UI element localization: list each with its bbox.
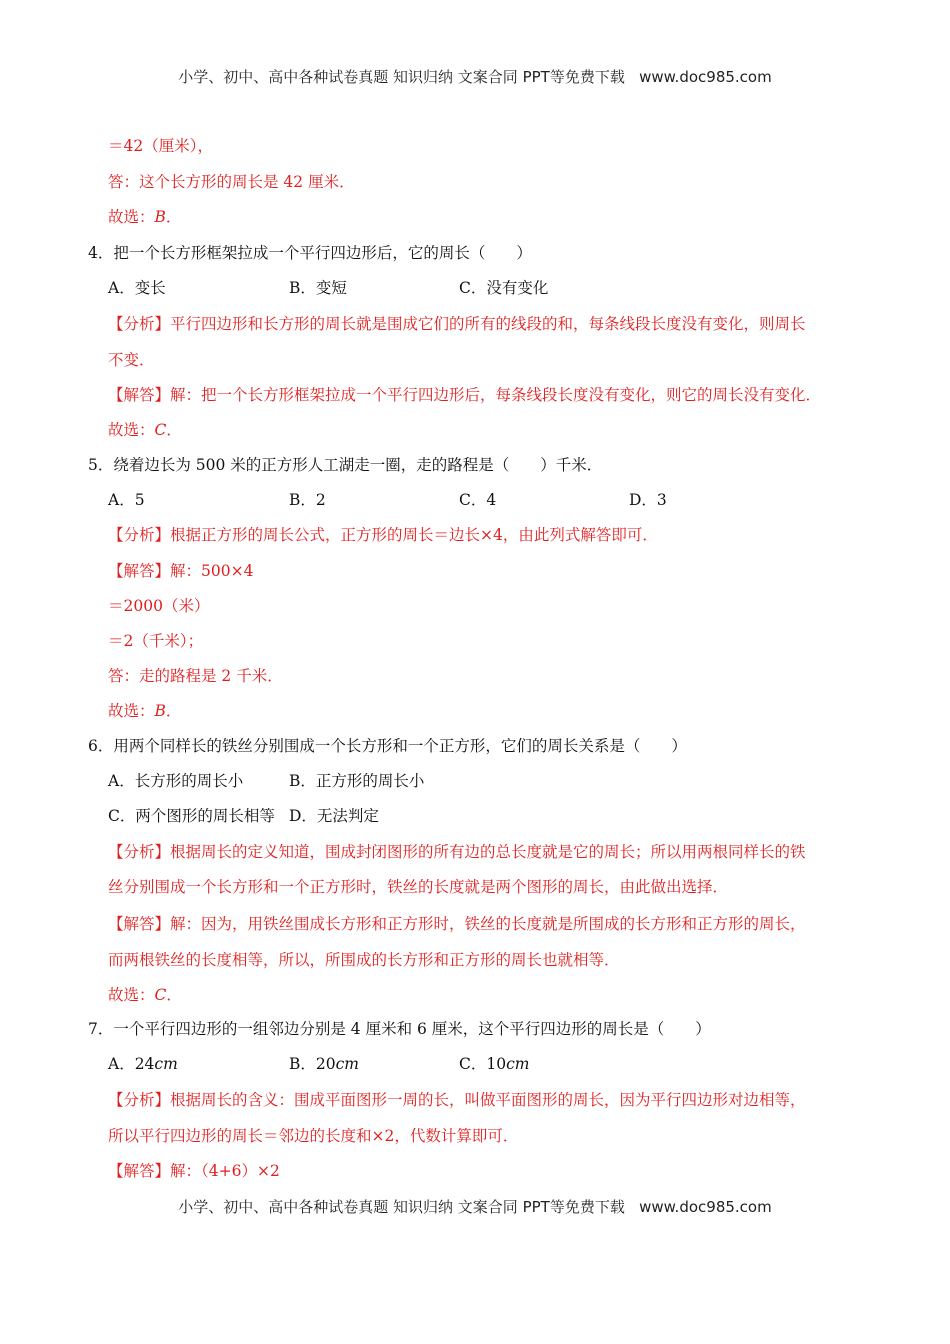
answer-text: 解：把一个长方形框架拉成一个平行四边形后，每条线段长度没有变化，则它的周长没有变化．	[170, 386, 822, 404]
choice-letter: C	[154, 986, 167, 1004]
q4-analysis	[108, 314, 806, 334]
q5-choice	[108, 701, 181, 721]
q5-answer	[108, 561, 253, 581]
answer-text: 解：（4+6）×2	[170, 1162, 280, 1180]
q4-option-c: C．没有变化	[459, 279, 549, 297]
choice-end: ．	[166, 986, 182, 1004]
q5-conclusion: 答：走的路程是 2 千米．	[108, 667, 283, 685]
q6-analysis	[108, 842, 806, 862]
page-header: 小学、初中、高中各种试卷真题 知识归纳 文案合同 PPT等免费下载 www.doc985.com	[178, 68, 772, 86]
q7-analysis	[108, 1090, 806, 1110]
q6-option-c: C．两个图形的周长相等	[108, 807, 275, 825]
q5-option-c: C．4	[459, 491, 497, 509]
choice-end: ．	[165, 702, 182, 720]
choice-prefix: 故选：	[108, 208, 155, 226]
q6-answer	[108, 914, 806, 934]
choice-letter: B	[154, 208, 166, 226]
answer-tag: 【解答】	[108, 562, 171, 580]
option-unit: cm	[506, 1055, 530, 1073]
q5-step-2: ＝2（千米）；	[108, 632, 204, 650]
answer-text: 解：500×4	[170, 562, 254, 580]
choice-letter: B	[154, 702, 166, 720]
analysis-text: 根据周长的含义：围成平面图形一周的长，叫做平面图形的周长，因为平行四边形对边相等，	[170, 1091, 806, 1109]
q7-option-c	[459, 1054, 529, 1074]
page-footer: 小学、初中、高中各种试卷真题 知识归纳 文案合同 PPT等免费下载 www.doc985.com	[178, 1198, 772, 1216]
answer-tag: 【解答】	[108, 1162, 171, 1180]
q6-answer-cont: 而两根铁丝的长度相等，所以，所围成的长方形和正方形的周长也就相等．	[108, 951, 620, 969]
q7-stem: 7．一个平行四边形的一组邻边分别是 4 厘米和 6 厘米，这个平行四边形的周长是（ ）	[88, 1020, 711, 1038]
analysis-tag: 【分析】	[108, 315, 171, 333]
q4-option-a: A．变长	[108, 279, 166, 297]
option-text: A．24	[108, 1055, 155, 1073]
q6-stem: 6．用两个同样长的铁丝分别围成一个长方形和一个正方形，它们的周长关系是（ ）	[88, 737, 687, 755]
q5-option-a: A．5	[108, 491, 145, 509]
analysis-tag: 【分析】	[108, 1091, 171, 1109]
q7-analysis-cont: 所以平行四边形的周长＝邻边的长度和×2，代数计算即可．	[108, 1127, 519, 1145]
q4-option-b: B．变短	[289, 279, 347, 297]
q6-option-b: B．正方形的周长小	[289, 772, 425, 790]
choice-prefix: 故选：	[108, 421, 155, 439]
analysis-tag: 【分析】	[108, 843, 171, 861]
q7-option-a	[108, 1054, 178, 1074]
q4-answer	[108, 385, 821, 405]
q7-option-b	[289, 1054, 359, 1074]
analysis-text: 平行四边形和长方形的周长就是围成它们的所有的线段的和，每条线段长度没有变化，则周长	[170, 315, 806, 333]
q6-choice	[108, 985, 182, 1005]
q6-option-a: A．长方形的周长小	[108, 772, 244, 790]
analysis-tag: 【分析】	[108, 526, 171, 544]
answer-text: 解：因为，用铁丝围成长方形和正方形时，铁丝的长度就是所围成的长方形和正方形的周长，	[170, 915, 806, 933]
q6-analysis-cont: 丝分别围成一个长方形和一个正方形时，铁丝的长度就是两个图形的周长，由此做出选择．	[108, 878, 729, 896]
q5-step-1: ＝2000（米）	[108, 597, 210, 615]
q5-option-d: D．3	[629, 491, 667, 509]
option-text: C．10	[459, 1055, 507, 1073]
option-unit: cm	[154, 1055, 178, 1073]
choice-prefix: 故选：	[108, 986, 155, 1004]
choice-end: ．	[165, 208, 182, 226]
q3-choice	[108, 207, 181, 227]
q6-option-d: D．无法判定	[289, 807, 379, 825]
q4-analysis-cont: 不变．	[108, 351, 155, 369]
analysis-text: 根据正方形的周长公式，正方形的周长＝边长×4，由此列式解答即可．	[170, 526, 658, 544]
q5-option-b: B．2	[289, 491, 326, 509]
option-unit: cm	[335, 1055, 360, 1073]
choice-letter: C	[154, 421, 167, 439]
q4-stem: 4．把一个长方形框架拉成一个平行四边形后，它的周长（ ）	[88, 244, 532, 262]
answer-tag: 【解答】	[108, 915, 171, 933]
q3-step: ＝42（厘米），	[108, 137, 213, 155]
analysis-text: 根据周长的定义知道，围成封闭图形的所有边的总长度就是它的周长；所以用两根同样长的铁	[170, 843, 806, 861]
choice-prefix: 故选：	[108, 702, 155, 720]
option-text: B．20	[289, 1055, 336, 1073]
q3-conclusion: 答：这个长方形的周长是 42 厘米．	[108, 173, 355, 191]
q5-analysis	[108, 525, 658, 545]
q5-stem: 5．绕着边长为 500 米的正方形人工湖走一圈，走的路程是（ ）千米．	[88, 456, 603, 474]
q4-choice	[108, 420, 182, 440]
q7-answer	[108, 1161, 280, 1181]
choice-end: ．	[166, 421, 182, 439]
answer-tag: 【解答】	[108, 386, 171, 404]
